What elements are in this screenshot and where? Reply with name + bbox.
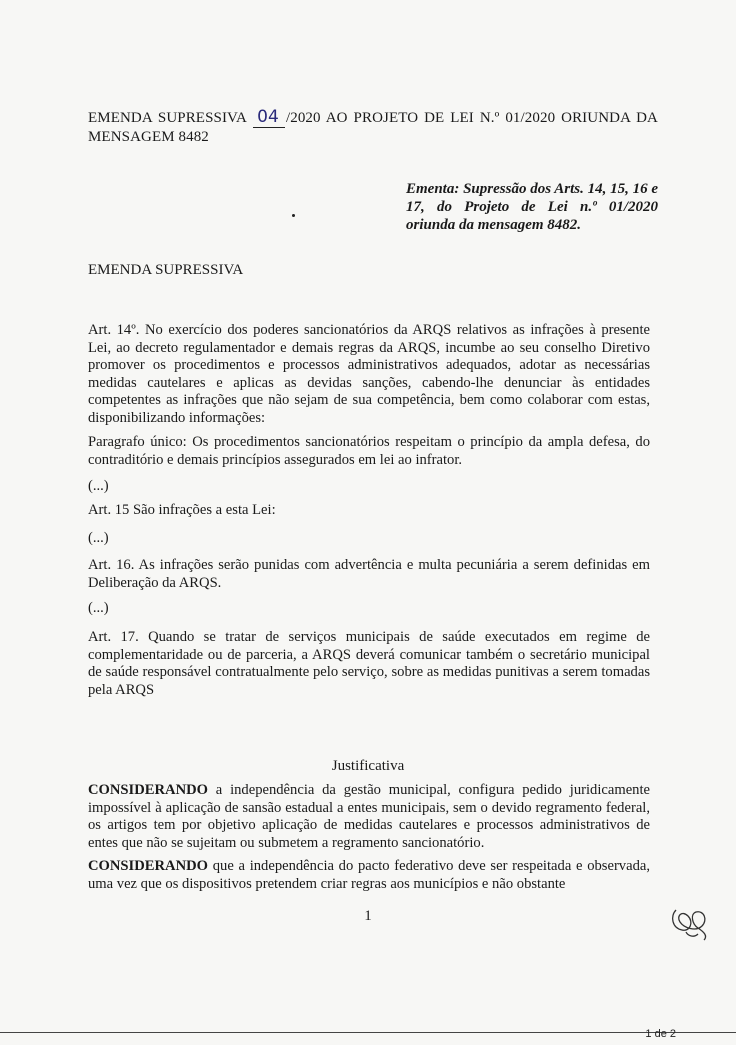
title-part-1: EMENDA SUPRESSIVA xyxy=(88,110,253,126)
footer-page-count: 1 de 2 xyxy=(645,1028,676,1040)
article-15: Art. 15 São infrações a esta Lei: xyxy=(88,502,276,518)
scan-speck xyxy=(292,214,295,217)
handwritten-initials-signature xyxy=(668,902,712,942)
justificativa-text-1: a independência da gestão municipal, configura pedido juridicamente impossível à aplicação de sansão estadual a entes municipais, sem o devido regramento federal, os artigos tem por objetivo aplicação de medidas cautelares e processos administrativos de entes que não se sujeitam ou submetem a regramento sancionatório. xyxy=(88,782,650,851)
justificativa-paragraph-2 xyxy=(88,858,650,893)
page-number: 1 xyxy=(364,908,372,924)
title-part-2: /2020 AO PROJETO DE LEI N.º 01/2020 ORIUNDA DA MENSAGEM 8482 xyxy=(88,110,658,145)
article-17: Art. 17. Quando se tratar de serviços municipais de saúde executados em regime de complementaridade ou de parceria, a ARQS deverá comunicar também o secretário municipal de saúde responsável contratualmente pelo serviço, sobre as medidas punitivas a serem tomadas pela ARQS xyxy=(88,629,650,698)
ellipsis-3: (...) xyxy=(88,600,109,616)
article-14-paragraph: Paragrafo único: Os procedimentos sancionatórios respeitam o princípio da ampla defesa, do contraditório e demais princípios assegurados em lei ao infrator. xyxy=(88,434,650,468)
justificativa-paragraph-1 xyxy=(88,782,650,852)
justificativa-title: Justificativa xyxy=(331,758,405,774)
section-title: EMENDA SUPRESSIVA xyxy=(88,262,244,278)
considerando-lead-2: CONSIDERANDO xyxy=(88,858,209,874)
handwritten-amendment-number: 04 xyxy=(253,108,285,128)
ellipsis-1: (...) xyxy=(88,478,109,494)
considerando-lead-1: CONSIDERANDO xyxy=(88,782,209,798)
ellipsis-2: (...) xyxy=(88,530,109,546)
article-14: Art. 14º. No exercício dos poderes sancionatórios da ARQS relativos as infrações à presente Lei, ao decreto regulamentador e demais regras da ARQS, incumbe ao seu conselho Diretivo promover os procedimentos e processos administrativos adequados, adotar as necessárias medidas cautelares e aplicas as devidas sanções, cabendo-lhe denunciar às entidades competentes as infrações que não sejam de sua competência, bem como colaborar com estas, disponibilizando informações: xyxy=(88,322,650,426)
document-title xyxy=(88,108,658,147)
justificativa-text-2: que a independência do pacto federativo deve ser respeitada e observada, uma vez que os dispositivos pretendem criar regras aos municípios e não obstante xyxy=(88,858,650,892)
article-16: Art. 16. As infrações serão punidas com advertência e multa pecuniária a serem definidas em Deliberação da ARQS. xyxy=(88,557,650,591)
footer-divider xyxy=(0,1032,736,1033)
ementa-summary: Ementa: Supressão dos Arts. 14, 15, 16 e 17, do Projeto de Lei n.º 01/2020 oriunda da mensagem 8482. xyxy=(406,181,658,233)
